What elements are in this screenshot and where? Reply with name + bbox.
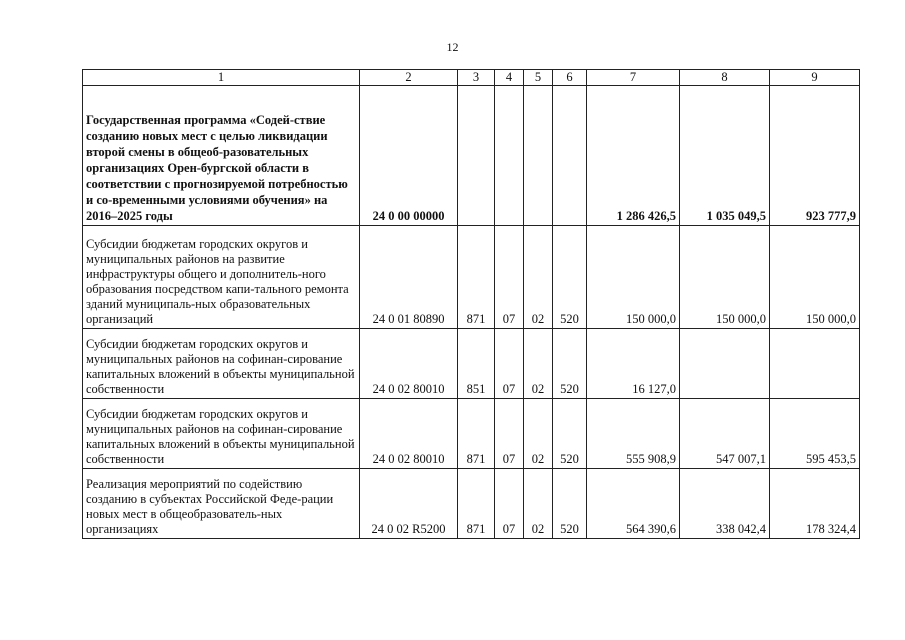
row-col3: 871 — [458, 399, 495, 469]
row-col6: 520 — [553, 226, 587, 329]
header-cell: 9 — [770, 70, 860, 86]
row-col5: 02 — [524, 226, 553, 329]
row-col5: 02 — [524, 329, 553, 399]
table-row — [83, 86, 860, 226]
header-cell: 1 — [83, 70, 360, 86]
row-value-7: 150 000,0 — [587, 226, 680, 329]
row-col6: 520 — [553, 329, 587, 399]
row-col5 — [524, 86, 553, 226]
row-value-7: 564 390,6 — [587, 469, 680, 539]
row-value-9 — [770, 329, 860, 399]
row-col4: 07 — [495, 329, 524, 399]
row-value-7: 1 286 426,5 — [587, 86, 680, 226]
row-col4: 07 — [495, 469, 524, 539]
row-code: 24 0 02 R5200 — [360, 469, 458, 539]
row-name: Субсидии бюджетам городских округов и муниципальных районов на софинан-сирование капитальных вложений в объекты муниципальной собственности — [83, 399, 360, 469]
row-col4: 07 — [495, 399, 524, 469]
row-col6: 520 — [553, 469, 587, 539]
header-cell: 6 — [553, 70, 587, 86]
row-col5: 02 — [524, 469, 553, 539]
table-row — [83, 226, 860, 329]
row-value-8: 547 007,1 — [680, 399, 770, 469]
table-row — [83, 329, 860, 399]
header-cell: 4 — [495, 70, 524, 86]
row-value-8: 338 042,4 — [680, 469, 770, 539]
row-code: 24 0 02 80010 — [360, 329, 458, 399]
row-value-7: 555 908,9 — [587, 399, 680, 469]
row-col3 — [458, 86, 495, 226]
row-col6: 520 — [553, 399, 587, 469]
header-cell: 3 — [458, 70, 495, 86]
table-row — [83, 399, 860, 469]
row-value-9: 150 000,0 — [770, 226, 860, 329]
row-value-8 — [680, 329, 770, 399]
row-col6 — [553, 86, 587, 226]
row-col4 — [495, 86, 524, 226]
row-code: 24 0 02 80010 — [360, 399, 458, 469]
row-col3: 871 — [458, 226, 495, 329]
row-name: Субсидии бюджетам городских округов и муниципальных районов на софинан-сирование капитальных вложений в объекты муниципальной собственности — [83, 329, 360, 399]
row-col4: 07 — [495, 226, 524, 329]
header-cell: 8 — [680, 70, 770, 86]
row-code: 24 0 00 00000 — [360, 86, 458, 226]
row-name: Субсидии бюджетам городских округов и муниципальных районов на развитие инфраструктуры общего и дополнитель-ного образования посредством капи-тального ремонта зданий муниципаль-ных образовательных организаций — [83, 226, 360, 329]
page-number: 12 — [446, 40, 459, 54]
header-cell: 2 — [360, 70, 458, 86]
budget-table — [82, 69, 860, 539]
row-value-8: 150 000,0 — [680, 226, 770, 329]
row-value-9: 595 453,5 — [770, 399, 860, 469]
row-value-9: 923 777,9 — [770, 86, 860, 226]
row-col3: 871 — [458, 469, 495, 539]
row-name: Государственная программа «Содей-ствие созданию новых мест с целью ликвидации второй смены в общеоб-разовательных организациях Орен-бургской области в соответствии с прогнозируемой потребностью и со-временными условиями обучения» на 2016–2025 годы — [83, 86, 360, 226]
row-value-8: 1 035 049,5 — [680, 86, 770, 226]
row-value-9: 178 324,4 — [770, 469, 860, 539]
table-row — [83, 469, 860, 539]
row-col3: 851 — [458, 329, 495, 399]
header-cell: 7 — [587, 70, 680, 86]
header-row — [83, 70, 860, 86]
row-name: Реализация мероприятий по содействию созданию в субъектах Российской Феде-рации новых мест в общеобразователь-ных организациях — [83, 469, 360, 539]
row-code: 24 0 01 80890 — [360, 226, 458, 329]
row-value-7: 16 127,0 — [587, 329, 680, 399]
row-col5: 02 — [524, 399, 553, 469]
header-cell: 5 — [524, 70, 553, 86]
